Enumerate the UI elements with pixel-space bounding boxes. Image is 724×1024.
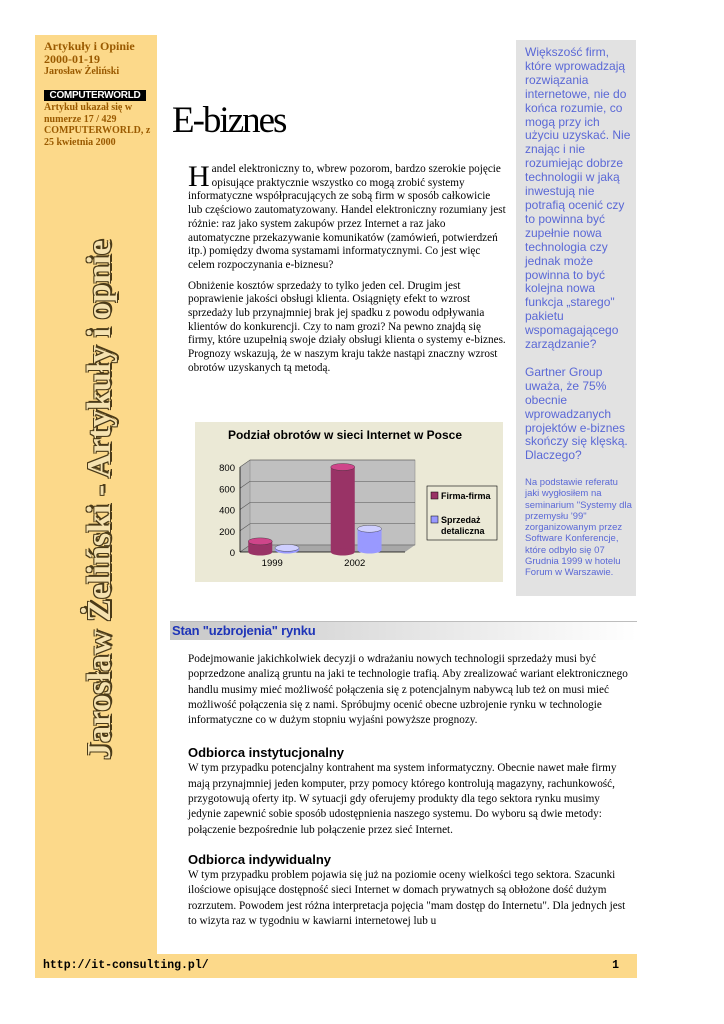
y-tick-label: 800 xyxy=(219,463,235,474)
seminar-note: Na podstawie referatu jaki wygłosiłem na seminarium "Systemy dla przemysłu '99" zorganizowanym przez Software Konferencje, które odbyło się 07 Grudnia 1999 w hotelu Forum w Warszawie. xyxy=(525,477,632,578)
bar-base xyxy=(331,549,355,556)
article-date: 2000-01-19 xyxy=(44,52,100,66)
pullquote-text xyxy=(525,46,633,578)
bar xyxy=(331,464,355,556)
institutional-paragraph: W tym przypadku potencjalny kontrahent ma system informatyczny. Obecnie nawet małe firmy mają przynajmniej jeden komputer, przy pomocy którego kontrolują magazyny, rachunkowość, przygotowują oferty itp. W sytuacji gdy oferujemy produkty dla tego sektora rynku musimy jedynie zapewnić sobie sposób udostępnienia naszego systemu. Do wyboru są dwie metody: połączenie bezpośrednie lub połączenie przez sieć Internet. xyxy=(188,762,617,836)
pullquote-2: Gartner Group uważa, że 75% obecnie wprowadzanych projektów e-biznes skończy się klęską. Dlaczego? xyxy=(525,364,628,463)
bar-chart xyxy=(195,422,503,582)
subheading-individual: Odbiorca indywidualny xyxy=(188,851,332,867)
y-tick-label: 600 xyxy=(219,484,235,496)
category-label: Artykuły i Opinie xyxy=(44,39,135,53)
legend-swatch xyxy=(431,516,438,523)
y-tick-label: 200 xyxy=(219,526,235,538)
subheading-institutional: Odbiorca instytucjonalny xyxy=(188,745,345,761)
legend-label: Sprzedaż detaliczna xyxy=(441,515,485,536)
footer-url[interactable]: http://it-consulting.pl/ xyxy=(43,959,209,972)
intro-paragraph-1 xyxy=(188,160,506,273)
bar-body xyxy=(331,467,355,552)
bar-top xyxy=(275,544,299,551)
drop-cap: H xyxy=(188,160,210,193)
individual-paragraph: W tym przypadku problem pojawia się już na poziomie oceny wielkości tego sektora. Szacunki ilościowe opisujące dostępność sieci Internet w domach prywatnych są obłożone dość dużym rozrzutem. Powodem jest różna interpretacja pojęcia "mam dostęp do Internetu". Dla jednych jest to wizyta raz w tygodniu w kawiarni internetowej lub u xyxy=(188,868,626,927)
pullquote-1: Większość firm, które wprowadzają rozwiązania internetowe, nie do końca rozumie, co mogą przy ich użyciu uzyskać. Nie znając i nie rozumiejąc dobrze technologii w jaką inwestują nie potrafią ocenić czy to powinna być zupełnie nowa technologia czy jednak może powinna to być kolejna nowa funkcja „starego" pakietu wspomagającego zarządzanie? xyxy=(525,45,631,352)
chart-legend xyxy=(427,486,497,540)
intro-paragraph-2: Obniżenie kosztów sprzedaży to tylko jeden cel. Drugim jest poprawienie jakości obsługi klienta. Osiągnięty efekt to wzrost sprzedaży lub przynajmniej brak jej spadku z powodu odpływania klientów do konkurencji. Czy to nam grozi? Na pewno znajdą się firmy, które uzupełnią swoje działy obsługi klienta o systemy e-biznes. Prognozy wskazują, że w naszym kraju także nastąpi znaczny wzrost obrotów uzyskanych tą metodą. xyxy=(188,279,506,374)
body-text xyxy=(188,652,634,943)
bar xyxy=(358,525,382,553)
bar-base xyxy=(248,549,272,556)
x-tick-label: 1999 xyxy=(261,558,283,569)
legend-label: Firma-firma xyxy=(441,491,491,501)
y-tick-label: 0 xyxy=(229,548,235,559)
legend-swatch xyxy=(431,492,438,499)
x-tick-label: 2002 xyxy=(344,558,366,569)
bar-top xyxy=(358,525,382,532)
chart-title: Podział obrotów w sieci Internet w Posce xyxy=(227,428,463,442)
author-name: Jarosław Żeliński xyxy=(44,66,120,77)
bar xyxy=(275,544,299,553)
y-tick-label: 400 xyxy=(219,505,235,517)
page-title: E-biznes xyxy=(172,100,286,141)
bar-base xyxy=(358,547,382,554)
section-heading-bar xyxy=(170,621,637,640)
intro-text xyxy=(188,160,506,383)
vertical-title-text: Jarosław Żeliński - Artykuły i opnie xyxy=(81,240,118,760)
footer-bar xyxy=(35,954,637,978)
publication-note: Artykuł ukazał się w numerze 17 / 429 COMPUTERWORLD, z 25 kwietnia 2000 xyxy=(44,102,151,148)
computerworld-logo: COMPUTERWORLD xyxy=(44,90,146,101)
chart-svg xyxy=(195,422,503,582)
page-number: 1 xyxy=(612,959,619,972)
section-heading: Stan "uzbrojenia" rynku xyxy=(172,623,316,638)
intro-paragraph-1-text: andel elektroniczny to, wbrew pozorom, bardzo szerokie pojęcie opisujące praktycznie wszystko co mogą zrobić systemy informatyczne współpracujących ze sobą firm w sposób całkowicie lub częściowo zautomatyzowany. Handel elektroniczny rozumiany jest różnie: raz jako system zakupów przez Internet a raz jako automatyczne przekazywanie komunikatów (zamówień, potwierdzeń itp.) pomiędzy dwoma systamami informatycznymi. Co jest więc celem rozpoczynania e-biznesu? xyxy=(188,163,506,271)
bar-top xyxy=(331,464,355,471)
article-meta xyxy=(44,40,156,77)
bar xyxy=(248,538,272,556)
bar-top xyxy=(248,538,272,545)
section-paragraph: Podejmowanie jakichkolwiek decyzji o wdrażaniu nowych technologii sprzedaży musi być poprzedzone analizą gruntu na jaki te technologie trafią. Aby zrealizować wariant elektronicznego handlu musimy mieć możliwość połączenia się z potencjalnym nabywcą lub też on musi mieć możliwość połączenia się z nami. Spróbujmy ocenić obecne uzbrojenie rynku w technologie informatyczne co w dużym stopniu wyjaśni powyższe prognozy. xyxy=(188,653,628,727)
